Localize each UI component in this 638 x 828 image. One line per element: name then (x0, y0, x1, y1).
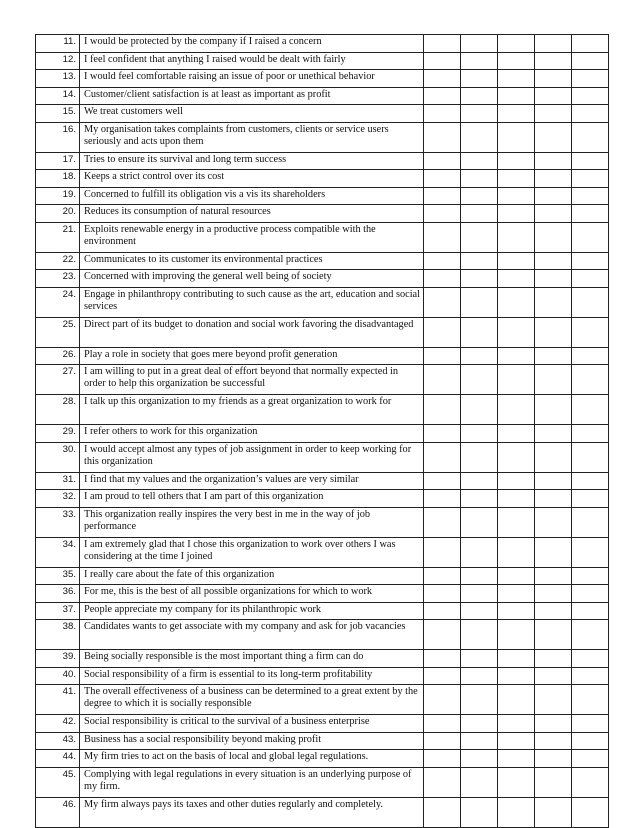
rating-cell-5[interactable] (572, 105, 609, 123)
rating-cell-4[interactable] (535, 650, 572, 668)
rating-cell-4[interactable] (535, 490, 572, 508)
item-statement: Concerned to fulfill its obligation vis a vis its shareholders (80, 187, 424, 205)
item-number: 31. (36, 472, 80, 490)
rating-cell-5[interactable] (572, 472, 609, 490)
rating-cell-1[interactable] (424, 35, 461, 53)
rating-cell-2[interactable] (461, 52, 498, 70)
rating-cell-4[interactable] (535, 750, 572, 768)
rating-cell-2[interactable] (461, 620, 498, 650)
rating-cell-3[interactable] (498, 152, 535, 170)
rating-cell-2[interactable] (461, 170, 498, 188)
rating-cell-4[interactable] (535, 70, 572, 88)
rating-cell-3[interactable] (498, 490, 535, 508)
item-number: 33. (36, 507, 80, 537)
rating-cell-1[interactable] (424, 270, 461, 288)
rating-cell-2[interactable] (461, 122, 498, 152)
item-number: 29. (36, 425, 80, 443)
rating-cell-2[interactable] (461, 797, 498, 827)
rating-cell-4[interactable] (535, 35, 572, 53)
item-statement: People appreciate my company for its philanthropic work (80, 602, 424, 620)
rating-cell-5[interactable] (572, 122, 609, 152)
rating-cell-1[interactable] (424, 425, 461, 443)
item-statement: I find that my values and the organization’s values are very similar (80, 472, 424, 490)
rating-cell-5[interactable] (572, 87, 609, 105)
rating-cell-4[interactable] (535, 620, 572, 650)
table-row (36, 767, 609, 797)
rating-cell-4[interactable] (535, 205, 572, 223)
rating-cell-5[interactable] (572, 252, 609, 270)
rating-cell-4[interactable] (535, 602, 572, 620)
rating-cell-2[interactable] (461, 287, 498, 317)
item-number: 17. (36, 152, 80, 170)
item-number: 39. (36, 650, 80, 668)
rating-cell-4[interactable] (535, 347, 572, 365)
item-number: 26. (36, 347, 80, 365)
rating-cell-3[interactable] (498, 187, 535, 205)
item-statement: I am willing to put in a great deal of effort beyond that normally expected in order to help this organization be successful (80, 365, 424, 395)
rating-cell-4[interactable] (535, 365, 572, 395)
table-row (36, 620, 609, 650)
item-number: 34. (36, 537, 80, 567)
rating-cell-2[interactable] (461, 425, 498, 443)
item-statement: Candidates wants to get associate with my company and ask for job vacancies (80, 620, 424, 650)
table-row (36, 347, 609, 365)
item-number: 22. (36, 252, 80, 270)
item-statement: My organisation takes complaints from customers, clients or service users seriously and acts upon them (80, 122, 424, 152)
rating-cell-5[interactable] (572, 602, 609, 620)
item-statement: This organization really inspires the very best in me in the way of job performance (80, 507, 424, 537)
rating-cell-3[interactable] (498, 347, 535, 365)
rating-cell-1[interactable] (424, 317, 461, 347)
rating-cell-5[interactable] (572, 620, 609, 650)
rating-cell-4[interactable] (535, 52, 572, 70)
rating-cell-3[interactable] (498, 750, 535, 768)
item-number: 41. (36, 685, 80, 715)
table-row (36, 105, 609, 123)
rating-cell-1[interactable] (424, 732, 461, 750)
item-statement: I would feel comfortable raising an issue of poor or unethical behavior (80, 70, 424, 88)
item-statement: Being socially responsible is the most important thing a firm can do (80, 650, 424, 668)
rating-cell-1[interactable] (424, 567, 461, 585)
rating-cell-3[interactable] (498, 252, 535, 270)
table-row (36, 650, 609, 668)
rating-cell-1[interactable] (424, 70, 461, 88)
survey-table (35, 34, 609, 828)
rating-cell-4[interactable] (535, 585, 572, 603)
rating-cell-3[interactable] (498, 287, 535, 317)
item-number: 45. (36, 767, 80, 797)
table-row (36, 685, 609, 715)
table-row (36, 187, 609, 205)
rating-cell-5[interactable] (572, 442, 609, 472)
rating-cell-4[interactable] (535, 442, 572, 472)
rating-cell-3[interactable] (498, 425, 535, 443)
item-number: 14. (36, 87, 80, 105)
table-row (36, 797, 609, 827)
rating-cell-3[interactable] (498, 170, 535, 188)
table-row (36, 732, 609, 750)
rating-cell-1[interactable] (424, 685, 461, 715)
rating-cell-4[interactable] (535, 425, 572, 443)
item-number: 42. (36, 715, 80, 733)
table-row (36, 490, 609, 508)
rating-cell-5[interactable] (572, 270, 609, 288)
item-statement: For me, this is the best of all possible organizations for which to work (80, 585, 424, 603)
rating-cell-1[interactable] (424, 187, 461, 205)
rating-cell-2[interactable] (461, 35, 498, 53)
rating-cell-2[interactable] (461, 537, 498, 567)
rating-cell-5[interactable] (572, 715, 609, 733)
table-row (36, 472, 609, 490)
item-number: 27. (36, 365, 80, 395)
rating-cell-3[interactable] (498, 222, 535, 252)
item-number: 35. (36, 567, 80, 585)
table-row (36, 395, 609, 425)
survey-table-body (36, 35, 609, 828)
rating-cell-2[interactable] (461, 347, 498, 365)
item-number: 11. (36, 35, 80, 53)
item-number: 44. (36, 750, 80, 768)
item-number: 43. (36, 732, 80, 750)
item-number: 28. (36, 395, 80, 425)
rating-cell-4[interactable] (535, 270, 572, 288)
rating-cell-5[interactable] (572, 222, 609, 252)
item-number: 40. (36, 667, 80, 685)
rating-cell-4[interactable] (535, 395, 572, 425)
rating-cell-4[interactable] (535, 537, 572, 567)
table-row (36, 70, 609, 88)
rating-cell-1[interactable] (424, 767, 461, 797)
rating-cell-5[interactable] (572, 507, 609, 537)
rating-cell-4[interactable] (535, 222, 572, 252)
item-statement: Direct part of its budget to donation and social work favoring the disadvantaged (80, 317, 424, 347)
rating-cell-5[interactable] (572, 425, 609, 443)
item-statement: Play a role in society that goes mere beyond profit generation (80, 347, 424, 365)
item-statement: Concerned with improving the general well being of society (80, 270, 424, 288)
rating-cell-3[interactable] (498, 585, 535, 603)
table-row (36, 567, 609, 585)
table-row (36, 252, 609, 270)
rating-cell-3[interactable] (498, 620, 535, 650)
item-statement: Tries to ensure its survival and long term success (80, 152, 424, 170)
table-row (36, 52, 609, 70)
table-row (36, 537, 609, 567)
rating-cell-3[interactable] (498, 205, 535, 223)
rating-cell-1[interactable] (424, 537, 461, 567)
rating-cell-2[interactable] (461, 270, 498, 288)
rating-cell-2[interactable] (461, 252, 498, 270)
table-row (36, 35, 609, 53)
item-statement: Business has a social responsibility beyond making profit (80, 732, 424, 750)
rating-cell-5[interactable] (572, 187, 609, 205)
item-statement: Customer/client satisfaction is at least as important as profit (80, 87, 424, 105)
rating-cell-3[interactable] (498, 767, 535, 797)
item-statement: I refer others to work for this organization (80, 425, 424, 443)
rating-cell-5[interactable] (572, 35, 609, 53)
rating-cell-4[interactable] (535, 187, 572, 205)
rating-cell-1[interactable] (424, 287, 461, 317)
item-number: 21. (36, 222, 80, 252)
item-statement: I feel confident that anything I raised would be dealt with fairly (80, 52, 424, 70)
rating-cell-5[interactable] (572, 767, 609, 797)
rating-cell-1[interactable] (424, 490, 461, 508)
rating-cell-3[interactable] (498, 105, 535, 123)
rating-cell-5[interactable] (572, 685, 609, 715)
rating-cell-3[interactable] (498, 317, 535, 347)
item-statement: Exploits renewable energy in a productive process compatible with the environment (80, 222, 424, 252)
rating-cell-2[interactable] (461, 732, 498, 750)
rating-cell-3[interactable] (498, 667, 535, 685)
rating-cell-4[interactable] (535, 797, 572, 827)
item-number: 23. (36, 270, 80, 288)
item-statement: Social responsibility is critical to the survival of a business enterprise (80, 715, 424, 733)
rating-cell-4[interactable] (535, 317, 572, 347)
rating-cell-5[interactable] (572, 365, 609, 395)
item-statement: Reduces its consumption of natural resources (80, 205, 424, 223)
table-row (36, 667, 609, 685)
rating-cell-2[interactable] (461, 472, 498, 490)
rating-cell-2[interactable] (461, 152, 498, 170)
rating-cell-3[interactable] (498, 122, 535, 152)
rating-cell-2[interactable] (461, 585, 498, 603)
item-number: 25. (36, 317, 80, 347)
table-row (36, 507, 609, 537)
rating-cell-1[interactable] (424, 620, 461, 650)
rating-cell-5[interactable] (572, 287, 609, 317)
rating-cell-3[interactable] (498, 442, 535, 472)
rating-cell-2[interactable] (461, 750, 498, 768)
rating-cell-3[interactable] (498, 567, 535, 585)
item-statement: I would be protected by the company if I raised a concern (80, 35, 424, 53)
table-row (36, 205, 609, 223)
rating-cell-2[interactable] (461, 87, 498, 105)
rating-cell-5[interactable] (572, 750, 609, 768)
rating-cell-4[interactable] (535, 152, 572, 170)
rating-cell-3[interactable] (498, 797, 535, 827)
rating-cell-3[interactable] (498, 472, 535, 490)
item-statement: I talk up this organization to my friends as a great organization to work for (80, 395, 424, 425)
rating-cell-3[interactable] (498, 685, 535, 715)
rating-cell-1[interactable] (424, 472, 461, 490)
rating-cell-1[interactable] (424, 252, 461, 270)
rating-cell-1[interactable] (424, 750, 461, 768)
item-statement: I really care about the fate of this organization (80, 567, 424, 585)
rating-cell-4[interactable] (535, 667, 572, 685)
rating-cell-2[interactable] (461, 715, 498, 733)
item-statement: We treat customers well (80, 105, 424, 123)
item-statement: Engage in philanthropy contributing to such cause as the art, education and social services (80, 287, 424, 317)
rating-cell-4[interactable] (535, 732, 572, 750)
rating-cell-4[interactable] (535, 122, 572, 152)
rating-cell-2[interactable] (461, 395, 498, 425)
item-number: 24. (36, 287, 80, 317)
rating-cell-4[interactable] (535, 287, 572, 317)
item-number: 32. (36, 490, 80, 508)
rating-cell-1[interactable] (424, 650, 461, 668)
item-number: 30. (36, 442, 80, 472)
rating-cell-1[interactable] (424, 170, 461, 188)
item-number: 13. (36, 70, 80, 88)
rating-cell-1[interactable] (424, 395, 461, 425)
rating-cell-5[interactable] (572, 797, 609, 827)
rating-cell-1[interactable] (424, 585, 461, 603)
table-row (36, 122, 609, 152)
rating-cell-4[interactable] (535, 105, 572, 123)
item-number: 16. (36, 122, 80, 152)
rating-cell-1[interactable] (424, 347, 461, 365)
rating-cell-3[interactable] (498, 507, 535, 537)
item-statement: I would accept almost any types of job assignment in order to keep working for this organization (80, 442, 424, 472)
rating-cell-5[interactable] (572, 732, 609, 750)
rating-cell-5[interactable] (572, 205, 609, 223)
rating-cell-2[interactable] (461, 70, 498, 88)
rating-cell-5[interactable] (572, 490, 609, 508)
rating-cell-3[interactable] (498, 537, 535, 567)
rating-cell-5[interactable] (572, 52, 609, 70)
rating-cell-2[interactable] (461, 602, 498, 620)
item-statement: My firm tries to act on the basis of local and global legal regulations. (80, 750, 424, 768)
rating-cell-5[interactable] (572, 537, 609, 567)
rating-cell-2[interactable] (461, 105, 498, 123)
item-number: 19. (36, 187, 80, 205)
item-statement: I am extremely glad that I chose this organization to work over others I was considering at the time I joined (80, 537, 424, 567)
rating-cell-5[interactable] (572, 650, 609, 668)
rating-cell-4[interactable] (535, 507, 572, 537)
table-row (36, 170, 609, 188)
rating-cell-5[interactable] (572, 567, 609, 585)
rating-cell-1[interactable] (424, 222, 461, 252)
rating-cell-5[interactable] (572, 667, 609, 685)
rating-cell-3[interactable] (498, 87, 535, 105)
table-row (36, 715, 609, 733)
item-number: 38. (36, 620, 80, 650)
table-row (36, 365, 609, 395)
rating-cell-1[interactable] (424, 122, 461, 152)
table-row (36, 287, 609, 317)
rating-cell-2[interactable] (461, 567, 498, 585)
rating-cell-2[interactable] (461, 365, 498, 395)
rating-cell-5[interactable] (572, 70, 609, 88)
rating-cell-3[interactable] (498, 650, 535, 668)
rating-cell-2[interactable] (461, 187, 498, 205)
item-number: 46. (36, 797, 80, 827)
rating-cell-4[interactable] (535, 472, 572, 490)
rating-cell-1[interactable] (424, 507, 461, 537)
rating-cell-3[interactable] (498, 395, 535, 425)
table-row (36, 425, 609, 443)
table-row (36, 442, 609, 472)
table-row (36, 317, 609, 347)
rating-cell-3[interactable] (498, 270, 535, 288)
rating-cell-2[interactable] (461, 442, 498, 472)
rating-cell-5[interactable] (572, 585, 609, 603)
rating-cell-5[interactable] (572, 317, 609, 347)
rating-cell-3[interactable] (498, 35, 535, 53)
table-row (36, 585, 609, 603)
item-statement: Social responsibility of a firm is essential to its long-term profitability (80, 667, 424, 685)
rating-cell-3[interactable] (498, 602, 535, 620)
item-number: 15. (36, 105, 80, 123)
rating-cell-3[interactable] (498, 732, 535, 750)
rating-cell-2[interactable] (461, 767, 498, 797)
rating-cell-4[interactable] (535, 567, 572, 585)
rating-cell-1[interactable] (424, 667, 461, 685)
rating-cell-5[interactable] (572, 347, 609, 365)
rating-cell-4[interactable] (535, 715, 572, 733)
rating-cell-3[interactable] (498, 715, 535, 733)
rating-cell-1[interactable] (424, 105, 461, 123)
rating-cell-3[interactable] (498, 70, 535, 88)
item-number: 36. (36, 585, 80, 603)
table-row (36, 87, 609, 105)
table-row (36, 152, 609, 170)
rating-cell-2[interactable] (461, 222, 498, 252)
rating-cell-1[interactable] (424, 87, 461, 105)
table-row (36, 222, 609, 252)
item-number: 37. (36, 602, 80, 620)
rating-cell-5[interactable] (572, 152, 609, 170)
item-statement: Complying with legal regulations in every situation is an underlying purpose of my firm. (80, 767, 424, 797)
table-row (36, 270, 609, 288)
rating-cell-2[interactable] (461, 507, 498, 537)
table-row (36, 750, 609, 768)
rating-cell-1[interactable] (424, 52, 461, 70)
rating-cell-1[interactable] (424, 152, 461, 170)
rating-cell-4[interactable] (535, 685, 572, 715)
rating-cell-2[interactable] (461, 490, 498, 508)
rating-cell-5[interactable] (572, 395, 609, 425)
rating-cell-2[interactable] (461, 685, 498, 715)
rating-cell-2[interactable] (461, 650, 498, 668)
rating-cell-1[interactable] (424, 205, 461, 223)
rating-cell-1[interactable] (424, 602, 461, 620)
rating-cell-3[interactable] (498, 52, 535, 70)
item-number: 12. (36, 52, 80, 70)
rating-cell-5[interactable] (572, 170, 609, 188)
rating-cell-3[interactable] (498, 365, 535, 395)
rating-cell-4[interactable] (535, 767, 572, 797)
rating-cell-4[interactable] (535, 170, 572, 188)
item-number: 18. (36, 170, 80, 188)
rating-cell-2[interactable] (461, 317, 498, 347)
item-statement: Communicates to its customer its environmental practices (80, 252, 424, 270)
item-statement: My firm always pays its taxes and other duties regularly and completely. (80, 797, 424, 827)
rating-cell-1[interactable] (424, 442, 461, 472)
rating-cell-4[interactable] (535, 252, 572, 270)
item-number: 20. (36, 205, 80, 223)
item-statement: I am proud to tell others that I am part of this organization (80, 490, 424, 508)
rating-cell-1[interactable] (424, 797, 461, 827)
rating-cell-2[interactable] (461, 205, 498, 223)
rating-cell-4[interactable] (535, 87, 572, 105)
table-row (36, 602, 609, 620)
item-statement: Keeps a strict control over its cost (80, 170, 424, 188)
item-statement: The overall effectiveness of a business can be determined to a great extent by the degree to which it is socially responsible (80, 685, 424, 715)
rating-cell-1[interactable] (424, 365, 461, 395)
rating-cell-2[interactable] (461, 667, 498, 685)
rating-cell-1[interactable] (424, 715, 461, 733)
